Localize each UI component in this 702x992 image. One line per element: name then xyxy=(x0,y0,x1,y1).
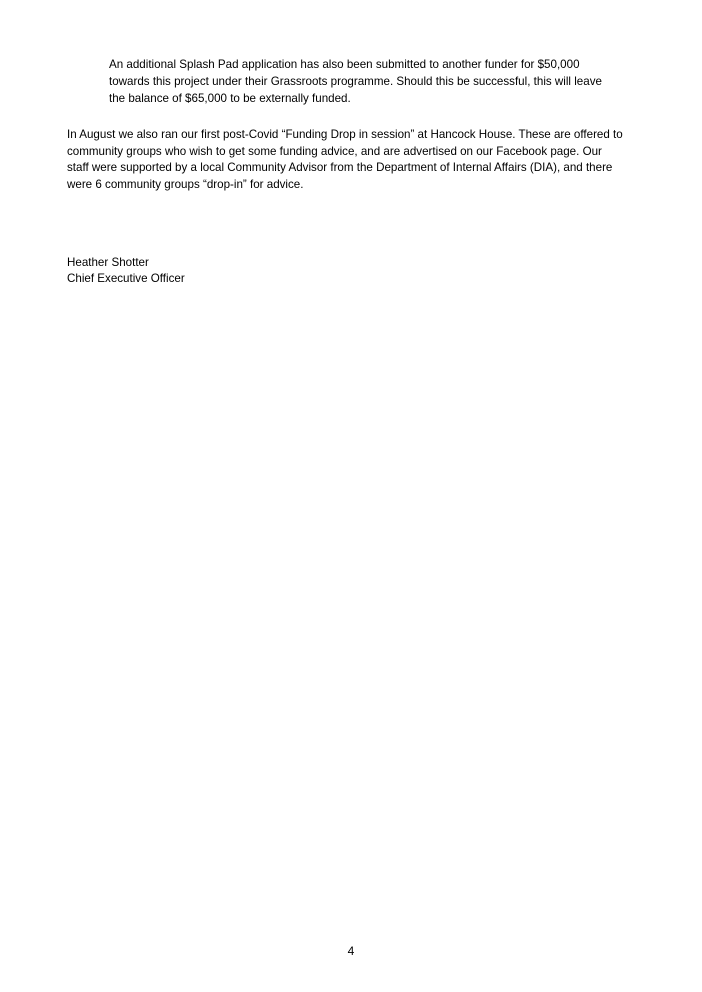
indented-paragraph-line-1: An additional Splash Pad application has also been submitted to another funder for $50,000 xyxy=(109,58,580,71)
main-paragraph-line-1: In August we also ran our first post-Covid “Funding Drop in session” at Hancock House. These are offered to xyxy=(67,128,623,141)
main-paragraph-line-3: staff were supported by a local Community Advisor from the Department of Internal Affairs (DIA), and there xyxy=(67,161,613,174)
indented-paragraph-line-3: the balance of $65,000 to be externally funded. xyxy=(109,92,351,105)
signature-name: Heather Shotter xyxy=(67,256,149,269)
main-paragraph-line-4: were 6 community groups “drop-in” for advice. xyxy=(67,178,304,191)
page-number: 4 xyxy=(347,944,355,958)
indented-paragraph-line-2: towards this project under their Grassroots programme. Should this be successful, this will leave xyxy=(109,75,602,88)
signature-title: Chief Executive Officer xyxy=(67,272,185,285)
main-paragraph-line-2: community groups who wish to get some funding advice, and are advertised on our Facebook page. Our xyxy=(67,145,602,158)
